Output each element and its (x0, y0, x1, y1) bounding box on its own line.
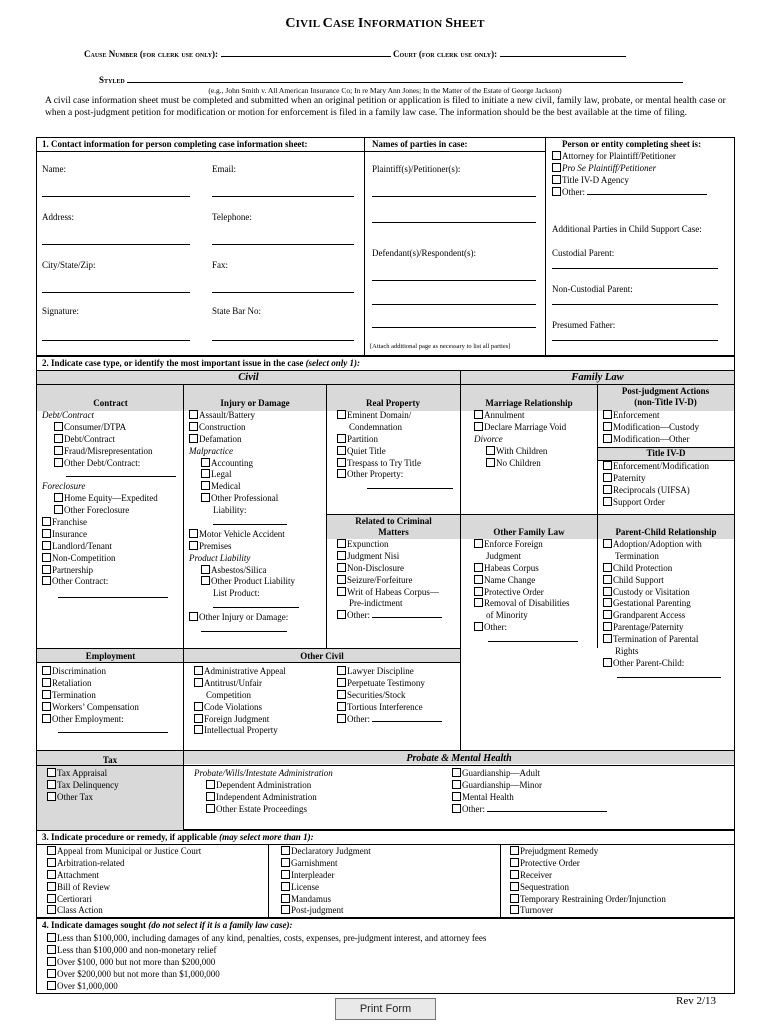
criminal-header: Related to Criminal Matters (355, 516, 432, 537)
checkbox-item[interactable]: Parentage/Paternity (603, 622, 721, 634)
signature-field[interactable] (42, 340, 190, 341)
checkbox-item[interactable]: Grandparent Access (603, 610, 721, 622)
checkbox-item[interactable]: Child Support (603, 575, 721, 587)
intro-text: A civil case information sheet must be completed and submitted when an original petition or application is filed to initiate a new civil, family law, probate, or mental health case or when a post-judgment petition for modification or motion for enforcement is filed in a family law case. The information should be the best available at the time of filing. (45, 96, 726, 118)
checkbox-item[interactable]: Reciprocals (UIFSA) (603, 485, 709, 497)
person-option[interactable]: Pro Se Plaintiff/Petitioner (552, 163, 707, 175)
checkbox-item[interactable]: No Children (474, 458, 566, 470)
person-option[interactable]: Title IV-D Agency (552, 175, 707, 187)
fax-field[interactable] (212, 292, 354, 293)
cause-number-row (84, 47, 724, 61)
checkbox-item[interactable]: Bill of Review (47, 882, 201, 894)
checkbox-item[interactable]: Tax Delinquency (47, 780, 119, 792)
checkbox-item[interactable]: Declare Marriage Void (474, 422, 566, 434)
checkbox-item[interactable]: Other: (452, 804, 607, 816)
checkbox-item[interactable]: Quiet Title (337, 446, 453, 458)
checkbox-item[interactable]: Modification—Custody (603, 422, 699, 434)
fax-label: Fax: (212, 260, 229, 270)
checkbox-item[interactable]: With Children (474, 446, 566, 458)
checkbox-item[interactable]: Non-Competition (42, 553, 176, 565)
checkbox-item[interactable]: Independent Administration (194, 792, 333, 804)
custodial-label: Custodial Parent: (552, 248, 615, 258)
procedure-col-1 (47, 846, 201, 917)
checkbox-item[interactable]: Over $100, 000 but not more than $200,000 (47, 957, 486, 969)
checkbox-item[interactable]: Partnership (42, 565, 176, 577)
mental-health-list (452, 768, 607, 816)
checkbox-item[interactable]: Temporary Restraining Order/Injunction (510, 894, 666, 906)
person-option[interactable]: Attorney for Plaintiff/Petitioner (552, 151, 707, 163)
checkbox-item[interactable]: Trespass to Try Title (337, 458, 453, 470)
section-4-header: 4. Indicate damages sought (do not select if it is a family law case): (42, 920, 293, 930)
checkbox-item[interactable]: Discrimination (42, 666, 168, 678)
styled-row (99, 73, 719, 87)
checkbox-item[interactable]: Name Change (474, 575, 578, 587)
checkbox-item[interactable]: Sequestration (510, 882, 666, 894)
defendant-label: Defendant(s)/Respondent(s): (372, 248, 476, 258)
checkbox-item[interactable]: Other: (337, 610, 442, 622)
name-label: Name: (42, 164, 66, 174)
other-family-law-header: Other Family Law (493, 527, 565, 537)
checkbox-item[interactable]: Protective Order (510, 858, 666, 870)
checkbox-item[interactable]: Enforce Foreign (474, 539, 578, 551)
other-civil-list-a: Administrative Appeal Antitrust/Unfair Competition Code Violations Foreign Judgment Intellectual Property (194, 666, 286, 737)
presumed-label: Presumed Father: (552, 320, 616, 330)
checkbox-item[interactable]: Dependent Administration (194, 780, 333, 792)
section-3-header: 3. Indicate procedure or remedy, if applicable (may select more than 1): (42, 832, 314, 842)
checkbox-item[interactable]: Arbitration-related (47, 858, 201, 870)
csz-field[interactable] (42, 292, 190, 293)
checkbox-item[interactable]: Post-judgment (281, 905, 371, 917)
checkbox-item[interactable]: Receiver (510, 870, 666, 882)
parent-child-header: Parent-Child Relationship (615, 527, 717, 537)
checkbox-item[interactable]: Tortious Interference (337, 702, 442, 714)
checkbox-item[interactable]: Guardianship—Minor (452, 780, 607, 792)
postjudgment-list (603, 410, 699, 446)
employment-header: Employment (85, 651, 136, 661)
checkbox-item[interactable]: Workers’ Compensation (42, 702, 168, 714)
checkbox-item[interactable]: Gestational Parenting (603, 598, 721, 610)
contract-header: Contract (93, 398, 128, 408)
marriage-list: Annulment Declare Marriage Void Divorce With Children No Children (474, 410, 567, 468)
address-field[interactable] (42, 244, 190, 245)
checkbox-item[interactable]: Administrative Appeal (194, 666, 286, 678)
telephone-field[interactable] (212, 244, 354, 245)
cause-number-label: Cause Number (for clerk use only): (84, 49, 219, 59)
checkbox-item[interactable]: Insurance (42, 529, 176, 541)
checkbox-item[interactable]: Mental Health (452, 792, 607, 804)
checkbox-item[interactable]: Over $1,000,000 (47, 981, 486, 993)
checkbox-item[interactable]: Prejudgment Remedy (510, 846, 666, 858)
checkbox-item[interactable]: Less than $100,000, including damages of any kind, penalties, costs, expenses, pre-judgment interest, and attorney fees (47, 933, 486, 945)
plaintiff-label: Plaintiff(s)/Petitioner(s): (372, 164, 461, 174)
email-label: Email: (212, 164, 236, 174)
injury-header: Injury or Damage (220, 398, 290, 408)
checkbox-item[interactable]: Franchise (42, 517, 176, 529)
checkbox-item[interactable]: Declaratory Judgment (281, 846, 371, 858)
checkbox-item[interactable]: Lawyer Discipline (337, 666, 442, 678)
checkbox-item[interactable]: Home Equity—Expedited (42, 493, 176, 505)
checkbox-item[interactable]: Interpleader (281, 870, 371, 882)
page-title: CIVIL CASE INFORMATION SHEET (285, 16, 485, 31)
postjudgment-header: Post-judgment Actions (non-Title IV-D) (621, 386, 710, 407)
other-family-law-list: Enforce Foreign Judgment Habeas Corpus Name Change Protective Order Removal of Disabilities of Minority Other: (474, 539, 578, 646)
parent-child-list: Adoption/Adoption with Termination Child Protection Child Support Custody or Visitation Gestational Parenting Grandparent Access Parentage/Paternity Termination of Parental Rights Other Parent-Child: (603, 539, 721, 682)
name-field[interactable] (42, 196, 190, 197)
checkbox-item[interactable]: Other Tax (47, 792, 119, 804)
checkbox-item[interactable]: Removal of Disabilities (474, 598, 578, 610)
noncustodial-field[interactable] (552, 304, 718, 305)
person-header: Person or entity completing sheet is: (562, 139, 702, 149)
bar-field[interactable] (212, 340, 354, 341)
checkbox-item[interactable]: Other Professional (189, 493, 299, 505)
checkbox-item[interactable]: Other Foreclosure (42, 505, 176, 517)
contract-list: Debt/Contract Consumer/DTPA Debt/Contract Fraud/Misrepresentation Other Debt/Contract: Foreclosure Home Equity—Expedited Other Foreclosure Franchise Insurance Landlord/Tenant Non-Competition Partnership Other Contract: (42, 410, 176, 600)
tax-list (47, 768, 119, 804)
checkbox-item[interactable]: Retaliation (42, 678, 168, 690)
checkbox-item[interactable]: Other Estate Proceedings (194, 804, 333, 816)
signature-label: Signature: (42, 306, 79, 316)
checkbox-item[interactable]: Construction (189, 422, 299, 434)
checkbox-item[interactable]: Foreign Judgment (194, 714, 286, 726)
checkbox-item[interactable]: Termination of Parental (603, 634, 721, 646)
checkbox-item[interactable]: Debt/Contract (42, 434, 176, 446)
checkbox-item[interactable]: Attachment (47, 870, 201, 882)
checkbox-item[interactable]: Writ of Habeas Corpus— (337, 587, 442, 599)
procedure-col-3 (510, 846, 666, 917)
attach-note: [Attach additional page as necessary to list all parties] (370, 343, 511, 350)
checkbox-item[interactable]: Other: (337, 714, 442, 726)
checkbox-item[interactable]: Other: (474, 622, 578, 634)
checkbox-item[interactable]: Other Property: (337, 469, 453, 481)
checkbox-item[interactable]: Adoption/Adoption with (603, 539, 721, 551)
print-form-button[interactable]: Print Form (335, 998, 436, 1020)
checkbox-item[interactable]: Seizure/Forfeiture (337, 575, 442, 587)
checkbox-item[interactable]: Support Order (603, 497, 709, 509)
criminal-list: Expunction Judgment Nisi Non-Disclosure Seizure/Forfeiture Writ of Habeas Corpus— Pre-indictment Other: (337, 539, 442, 622)
checkbox-item[interactable]: Securities/Stock (337, 690, 442, 702)
csz-label: City/State/Zip: (42, 260, 96, 270)
checkbox-item[interactable]: Certiorari (47, 894, 201, 906)
telephone-label: Telephone: (212, 212, 252, 222)
checkbox-item[interactable]: Less than $100,000 and non-monetary relief (47, 945, 486, 957)
checkbox-item[interactable]: Perpetuate Testimony (337, 678, 442, 690)
checkbox-item[interactable]: Antitrust/Unfair (194, 678, 286, 690)
court-label: Court (for clerk use only): (393, 49, 498, 59)
revision-label: Rev 2/13 (676, 995, 717, 1007)
person-options (552, 151, 707, 199)
checkbox-item[interactable]: Fraud/Misrepresentation (42, 446, 176, 458)
employment-list (42, 666, 168, 737)
title-ivd-header: Title IV-D (646, 448, 686, 458)
checkbox-item[interactable]: Medical (189, 481, 299, 493)
noncustodial-label: Non-Custodial Parent: (552, 284, 633, 294)
other-civil-list-b (337, 666, 442, 725)
defendant-field-3[interactable] (372, 327, 536, 328)
defendant-field-2[interactable] (372, 304, 536, 305)
real-property-header: Real Property (365, 398, 421, 408)
probate-header: Probate & Mental Health (406, 753, 512, 764)
checkbox-item[interactable]: Turnover (510, 905, 666, 917)
styled-label: Styled (99, 75, 125, 85)
checkbox-item[interactable]: Garnishment (281, 858, 371, 870)
checkbox-item[interactable]: Other Employment: (42, 714, 168, 726)
checkbox-item[interactable]: Guardianship—Adult (452, 768, 607, 780)
title-ivd-list (603, 461, 709, 509)
procedure-col-2 (281, 846, 371, 917)
checkbox-item[interactable]: Tax Appraisal (47, 768, 119, 780)
checkbox-item[interactable]: Annulment (474, 410, 566, 422)
civil-header: Civil (238, 372, 259, 383)
court-field[interactable] (500, 47, 626, 57)
section-1-header: 1. Contact information for person completing case information sheet: (42, 139, 308, 149)
checkbox-item[interactable]: Other Injury or Damage: (189, 612, 299, 624)
bar-label: State Bar No: (212, 306, 261, 316)
checkbox-item[interactable]: Other Parent-Child: (603, 658, 721, 670)
checkbox-item[interactable]: Accounting (189, 458, 299, 470)
family-law-header: Family Law (571, 372, 624, 383)
checkbox-item[interactable]: Enforcement/Modification (603, 461, 709, 473)
tax-header: Tax (102, 755, 118, 765)
presumed-field[interactable] (552, 340, 718, 341)
checkbox-item[interactable]: Landlord/Tenant (42, 541, 176, 553)
marriage-header: Marriage Relationship (485, 398, 573, 408)
custodial-field[interactable] (552, 268, 718, 269)
checkbox-item[interactable]: License (281, 882, 371, 894)
styled-example: (e.g., John Smith v. All American Insurance Co; In re Mary Ann Jones; In the Matter of the Estate of George Jackson) (208, 86, 562, 95)
checkbox-item[interactable]: Intellectual Property (194, 725, 286, 737)
checkbox-item[interactable]: Paternity (603, 473, 709, 485)
checkbox-item[interactable]: Code Violations (194, 702, 286, 714)
checkbox-item[interactable]: Other Product Liability (189, 576, 299, 588)
cause-number-field[interactable] (221, 47, 391, 57)
checkbox-item[interactable]: Other Debt/Contract: (42, 458, 176, 470)
checkbox-item[interactable]: Premises (189, 541, 299, 553)
section-2-header: 2. Indicate case type, or identify the most important issue in the case (select only 1): (42, 358, 361, 368)
defendant-field-1[interactable] (372, 280, 536, 281)
checkbox-item[interactable]: Mandamus (281, 894, 371, 906)
checkbox-item[interactable]: Other Contract: (42, 576, 176, 588)
parties-header: Names of parties in case: (372, 139, 468, 149)
person-option[interactable]: Other: (552, 187, 707, 199)
address-label: Address: (42, 212, 74, 222)
email-field[interactable] (212, 196, 354, 197)
checkbox-item[interactable]: Legal (189, 469, 299, 481)
injury-list: Assault/Battery Construction Defamation Malpractice Accounting Legal Medical Other Professional Liability: Motor Vehicle Accident Premises Product Liability Asbestos/Silica Other Product Liability List Product: Other Injury or Damage: (189, 410, 299, 636)
checkbox-item[interactable]: Enforcement (603, 410, 699, 422)
checkbox-item[interactable]: Class Action (47, 905, 201, 917)
plaintiff-field-2[interactable] (372, 222, 536, 223)
other-civil-header: Other Civil (300, 651, 344, 661)
styled-field[interactable] (127, 73, 683, 83)
checkbox-item[interactable]: Modification—Other (603, 434, 699, 446)
checkbox-item[interactable]: Partition (337, 434, 453, 446)
checkbox-item[interactable]: Non-Disclosure (337, 563, 442, 575)
checkbox-item[interactable]: Child Protection (603, 563, 721, 575)
checkbox-item[interactable]: Consumer/DTPA (42, 422, 176, 434)
real-property-list: Eminent Domain/ Condemnation Partition Quiet Title Trespass to Try Title Other Property: (337, 410, 453, 493)
checkbox-item[interactable]: Asbestos/Silica (189, 565, 299, 577)
checkbox-item[interactable]: Custody or Visitation (603, 587, 721, 599)
checkbox-item[interactable]: Motor Vehicle Accident (189, 529, 299, 541)
checkbox-item[interactable]: Expunction (337, 539, 442, 551)
checkbox-item[interactable]: Protective Order (474, 587, 578, 599)
checkbox-item[interactable]: Judgment Nisi (337, 551, 442, 563)
plaintiff-field-1[interactable] (372, 196, 536, 197)
checkbox-item[interactable]: Over $200,000 but not more than $1,000,000 (47, 969, 486, 981)
checkbox-item[interactable]: Appeal from Municipal or Justice Court (47, 846, 201, 858)
checkbox-item[interactable]: Defamation (189, 434, 299, 446)
damages-list (47, 933, 486, 992)
checkbox-item[interactable]: Habeas Corpus (474, 563, 578, 575)
checkbox-item[interactable]: Assault/Battery (189, 410, 299, 422)
probate-list: Probate/Wills/Intestate Administration Dependent Administration Independent Administration Other Estate Proceedings (194, 768, 333, 814)
checkbox-item[interactable]: Eminent Domain/ (337, 410, 453, 422)
additional-parties-label: Additional Parties in Child Support Case: (552, 224, 702, 234)
checkbox-item[interactable]: Termination (42, 690, 168, 702)
